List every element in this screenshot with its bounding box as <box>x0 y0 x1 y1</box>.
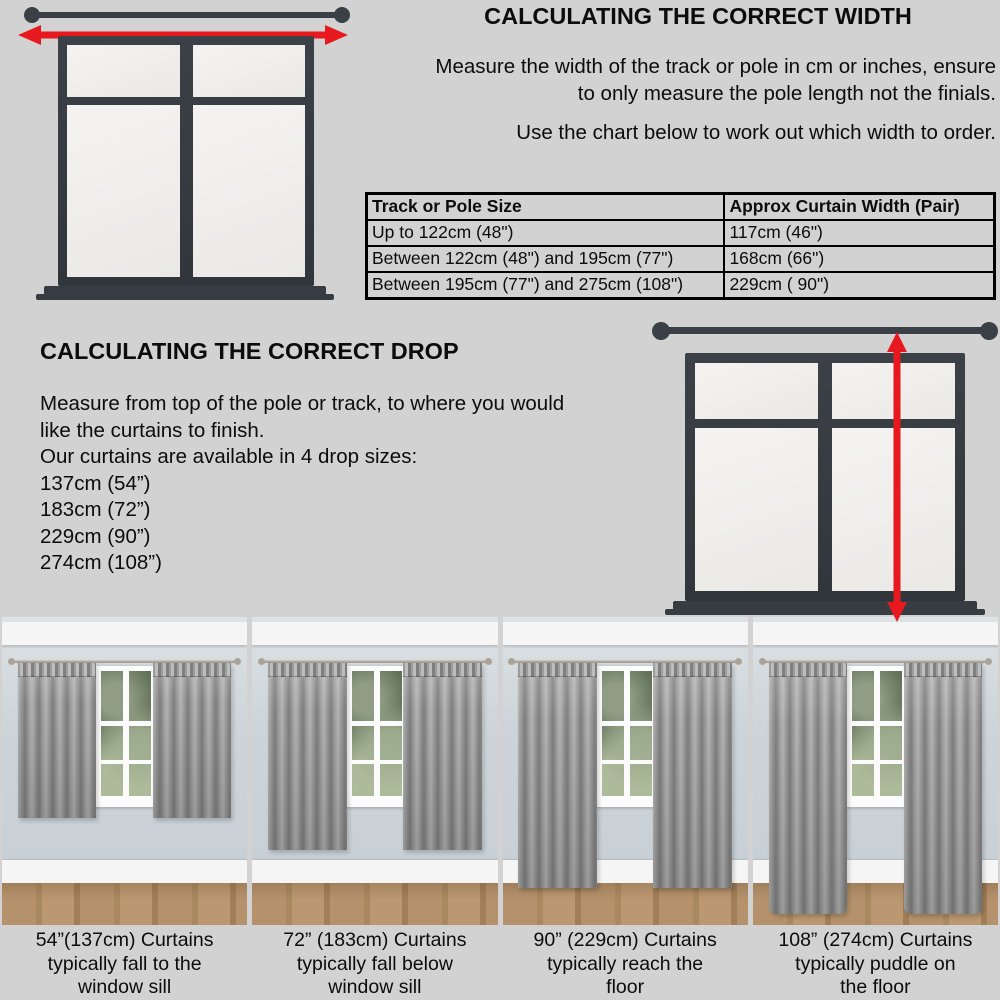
caption-line: typically puddle on <box>795 952 956 975</box>
drop-section-intro <box>40 391 640 444</box>
finial-left-icon <box>652 322 670 340</box>
window-bar <box>352 760 402 764</box>
photo-window <box>347 666 407 801</box>
window-bar <box>374 671 380 796</box>
table-header-cell: Track or Pole Size <box>367 194 725 221</box>
caption-line: typically reach the <box>547 952 704 975</box>
window-sill <box>44 286 326 295</box>
window-sill <box>92 801 162 807</box>
drop-size-item: 229cm (90”) <box>40 524 151 548</box>
baseboard <box>252 860 497 883</box>
table-row <box>367 246 995 272</box>
table-cell: Between 195cm (77") and 275cm (108") <box>367 272 725 299</box>
table-row <box>367 272 995 299</box>
caption-72 <box>252 929 497 1000</box>
finial-right-icon <box>334 7 350 23</box>
caption-line: typically fall to the <box>47 952 202 975</box>
window-bar <box>101 721 151 726</box>
table-cell: 117cm (46") <box>724 220 994 246</box>
curtain-right <box>904 663 982 914</box>
drop-size-item: 183cm (72”) <box>40 498 151 521</box>
ceiling-molding <box>2 622 247 645</box>
finial-left-icon <box>24 7 40 23</box>
table-cell: Up to 122cm (48") <box>367 220 725 246</box>
wood-floor <box>503 883 748 925</box>
window-pane <box>695 428 818 591</box>
curtain-photo-108 <box>753 617 998 925</box>
wood-floor <box>252 883 497 925</box>
curtain-left <box>268 663 346 850</box>
table-cell: 229cm ( 90") <box>724 272 994 299</box>
window-pane <box>67 45 180 97</box>
window-bar <box>874 671 880 796</box>
ceiling-molding <box>252 622 497 645</box>
table-cell: Between 122cm (48") and 195cm (77") <box>367 246 725 272</box>
drop-example-photos <box>0 617 1000 925</box>
photo-window <box>96 666 156 801</box>
photo-window <box>847 666 907 801</box>
width-intro-line: Measure the width of the track or pole in cm or inches, ensure <box>435 55 996 78</box>
caption-90 <box>503 929 748 1000</box>
window-frame <box>685 353 965 601</box>
photo-captions <box>0 929 1000 1000</box>
table-cell: 168cm (66") <box>724 246 994 272</box>
window-pane <box>67 105 180 277</box>
drop-sizes-intro: Our curtains are available in 4 drop sizes: <box>40 445 418 468</box>
window-sill <box>592 801 662 807</box>
curtain-pole-icon <box>662 327 988 334</box>
caption-line: floor <box>606 976 645 998</box>
window-pane <box>695 363 818 419</box>
caption-line: the floor <box>840 976 911 998</box>
window-view <box>602 671 652 796</box>
drop-intro-line: Measure from top of the pole or track, to where you would <box>40 392 565 415</box>
curtain-photo-72 <box>252 617 497 925</box>
window-bar <box>123 671 129 796</box>
curtain-pole-icon <box>32 12 342 18</box>
curtain-left <box>18 663 96 818</box>
curtain-photo-54 <box>2 617 247 925</box>
size-chart-table <box>365 192 996 300</box>
window-bar <box>352 721 402 726</box>
table-header-cell: Approx Curtain Width (Pair) <box>724 194 994 221</box>
window-view <box>101 671 151 796</box>
caption-108 <box>753 929 998 1000</box>
caption-line: typically fall below <box>296 952 453 975</box>
caption-line: 54”(137cm) Curtains <box>35 929 214 951</box>
window-bar <box>852 721 902 726</box>
width-section-intro <box>400 53 996 107</box>
curtain-photo-90 <box>503 617 748 925</box>
window-sill <box>673 601 977 611</box>
window-pane <box>193 105 305 277</box>
window-frame <box>58 36 314 286</box>
window-bar <box>624 671 630 796</box>
caption-line: window sill <box>78 976 172 998</box>
caption-line: 72” (183cm) Curtains <box>283 929 467 951</box>
curtain-right <box>403 663 481 850</box>
drop-arrow-icon <box>884 331 910 623</box>
drop-size-item: 137cm (54”) <box>40 471 151 495</box>
baseboard <box>2 860 247 883</box>
window-bar <box>852 760 902 764</box>
caption-54 <box>2 929 247 1000</box>
caption-line: window sill <box>328 976 422 998</box>
photo-window <box>597 666 657 801</box>
curtain-right <box>153 663 231 818</box>
width-section-title: CALCULATING THE CORRECT WIDTH <box>484 3 912 29</box>
finial-right-icon <box>980 322 998 340</box>
window-bar <box>101 760 151 764</box>
window-view <box>852 671 902 796</box>
width-measure-diagram <box>18 4 350 300</box>
table-row <box>367 220 995 246</box>
table-header-row <box>367 194 995 221</box>
curtain-left <box>769 663 847 914</box>
ceiling-molding <box>503 622 748 645</box>
chart-hint: Use the chart below to work out which width to order. <box>516 121 996 144</box>
drop-section-title: CALCULATING THE CORRECT DROP <box>40 338 459 364</box>
curtain-left <box>518 663 596 888</box>
window-view <box>352 671 402 796</box>
window-pane <box>193 45 305 97</box>
width-intro-line: to only measure the pole length not the finials. <box>577 82 996 105</box>
caption-line: 108” (274cm) Curtains <box>778 929 973 951</box>
window-sill <box>842 801 912 807</box>
window-sill <box>342 801 412 807</box>
window-bar <box>602 760 652 764</box>
ceiling-molding <box>753 622 998 645</box>
drop-sizes-list <box>40 444 640 577</box>
drop-measure-diagram <box>650 320 998 625</box>
drop-size-item: 274cm (108”) <box>40 551 162 574</box>
curtain-right <box>653 663 731 888</box>
window-bar <box>602 721 652 726</box>
caption-line: 90” (229cm) Curtains <box>533 929 717 951</box>
drop-intro-line: like the curtains to finish. <box>40 418 265 442</box>
wood-floor <box>2 883 247 925</box>
